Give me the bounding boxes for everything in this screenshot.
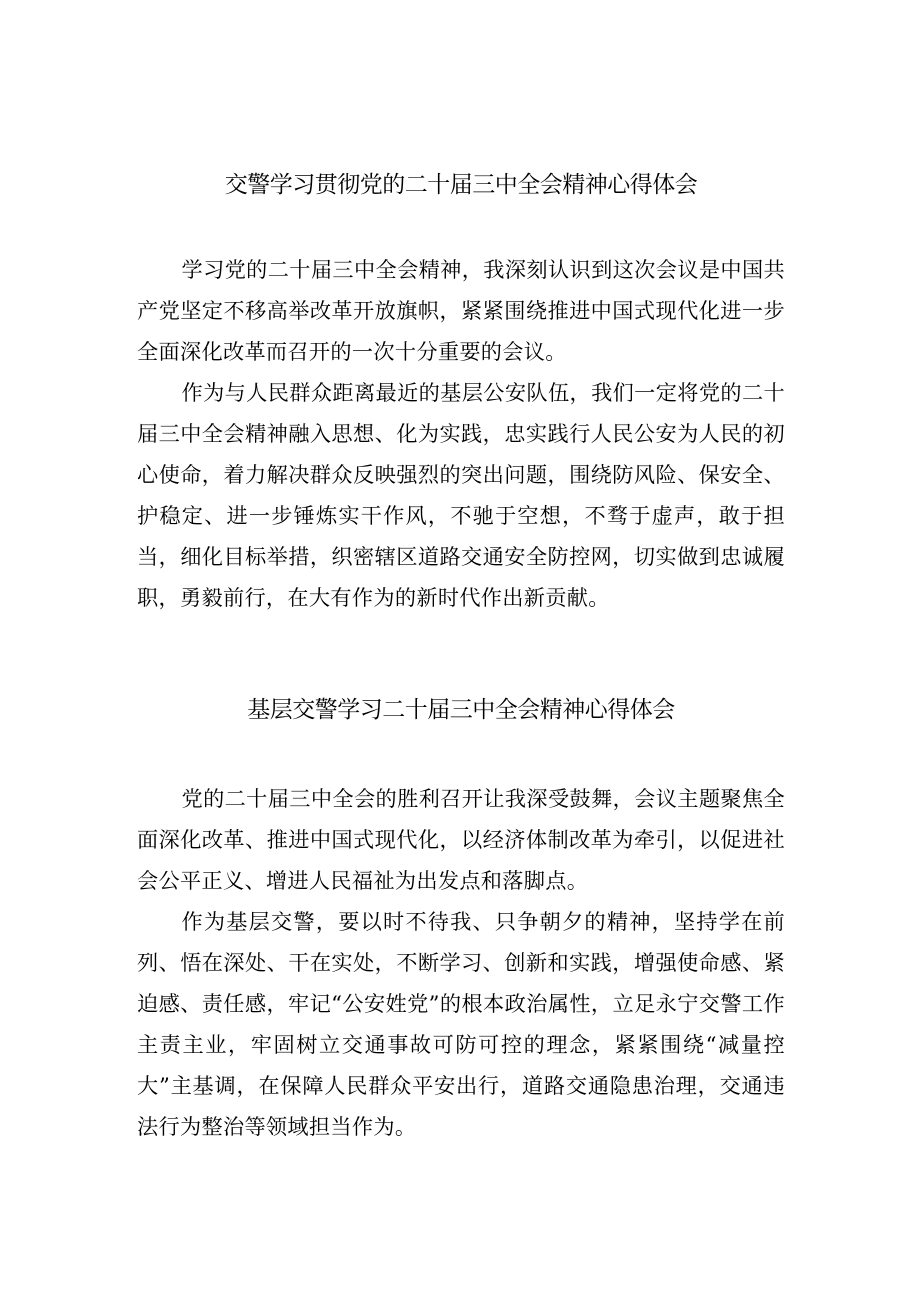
article-2 — [137, 690, 785, 1147]
article-1-title: 交警学习贯彻党的二十届三中全会精神心得体会 — [224, 172, 698, 198]
article-1-body — [137, 249, 785, 618]
article-2-body — [137, 778, 785, 1147]
article-1 — [137, 165, 785, 618]
article-1-paragraph-2: 作为与人民群众距离最近的基层公安队伍，我们一定将党的二十届三中全会精神融入思想、化为实践，忠实践行人民公安为人民的初心使命，着力解决群众反映强烈的突出问题，围绕防风险、保安全、护稳定、进一步锤炼实干作风，不驰于空想，不骛于虚声，敢于担当，细化目标举措，织密辖区道路交通安全防控网，切实做到忠诚履职，勇毅前行，在大有作为的新时代作出新贡献。 — [137, 380, 785, 610]
article-2-paragraph-1: 党的二十届三中全会的胜利召开让我深受鼓舞，会议主题聚焦全面深化改革、推进中国式现代化，以经济体制改革为牵引，以促进社会公平正义、增进人民福祉为出发点和落脚点。 — [137, 786, 785, 893]
article-1-paragraph-1: 学习党的二十届三中全会精神，我深刻认识到这次会议是中国共产党坚定不移高举改革开放旗帜，紧紧围绕推进中国式现代化进一步全面深化改革而召开的一次十分重要的会议。 — [137, 257, 785, 364]
article-2-paragraph-2: 作为基层交警，要以时不待我、只争朝夕的精神，坚持学在前列、悟在深处、干在实处，不断学习、创新和实践，增强使命感、紧迫感、责任感，牢记“公安姓党”的根本政治属性，立足永宁交警工作主责主业，牢固树立交通事故可防可控的理念，紧紧围绕“减量控大”主基调，在保障人民群众平安出行，道路交通隐患治理，交通违法行为整治等领域担当作为。 — [137, 909, 785, 1139]
article-2-title: 基层交警学习二十届三中全会精神心得体会 — [247, 697, 675, 723]
